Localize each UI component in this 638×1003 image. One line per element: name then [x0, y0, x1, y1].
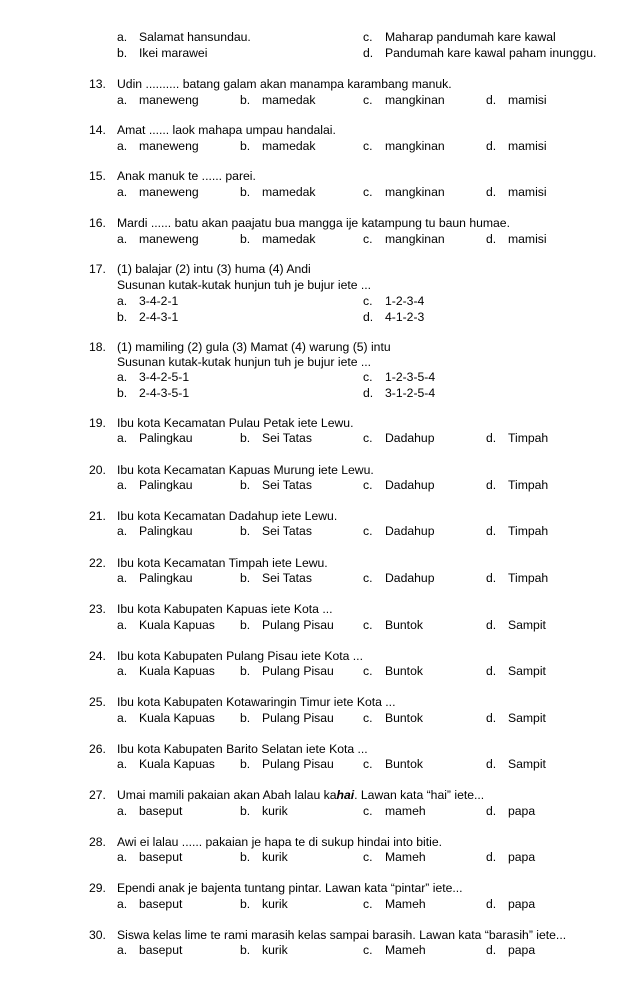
options-row: b. Ikei marawei d. Pandumah kare kawal paham inunggu.: [117, 46, 597, 60]
question-15: 15. Anak manuk te ...... parei.: [89, 169, 256, 183]
question-28: 28. Awi ei lalau ...... pakaian je hapa te di sukup hindai into bitie.: [89, 835, 442, 849]
options-row: a. Palingkau b. Sei Tatas c. Dadahup d. Timpah: [117, 478, 549, 492]
options-row: a. Kuala Kapuas b. Pulang Pisau c. Buntok d. Sampit: [117, 757, 546, 771]
question-25: 25. Ibu kota Kabupaten Kotawaringin Timur iete Kota ...: [89, 695, 396, 709]
options-row: a. 3-4-2-5-1 c. 1-2-3-5-4: [117, 370, 436, 384]
options-row: b. 2-4-3-5-1 d. 3-1-2-5-4: [117, 386, 436, 400]
question-26: 26. Ibu kota Kabupaten Barito Selatan iete Kota ...: [89, 742, 368, 756]
options-row: a. maneweng b. mamedak c. mangkinan d. mamisi: [117, 185, 547, 199]
question-20: 20. Ibu kota Kecamatan Kapuas Murung iete Lewu.: [89, 463, 374, 477]
options-row: a. Kuala Kapuas b. Pulang Pisau c. Buntok d. Sampit: [117, 664, 546, 678]
question-29: 29. Ependi anak je bajenta tuntang pintar. Lawan kata “pintar” iete...: [89, 881, 463, 895]
options-row: a. maneweng b. mamedak c. mangkinan d. mamisi: [117, 93, 547, 107]
question-21: 21. Ibu kota Kecamatan Dadahup iete Lewu.: [89, 509, 338, 523]
options-row: a. baseput b. kurik c. Mameh d. papa: [117, 850, 536, 864]
options-row: a. Kuala Kapuas b. Pulang Pisau c. Buntok d. Sampit: [117, 618, 546, 632]
question-17: 17. (1) balajar (2) intu (3) huma (4) Andi: [89, 262, 311, 276]
options-row: a. Palingkau b. Sei Tatas c. Dadahup d. Timpah: [117, 524, 549, 538]
emphasized-word: hai: [336, 788, 355, 802]
question-17-prompt: Susunan kutak-kutak hunjun tuh je bujur iete ...: [117, 278, 372, 292]
question-24: 24. Ibu kota Kabupaten Pulang Pisau iete Kota ...: [89, 649, 363, 663]
options-row: a. baseput b. kurik c. Mameh d. papa: [117, 943, 536, 957]
options-row: a. maneweng b. mamedak c. mangkinan d. mamisi: [117, 232, 547, 246]
question-16: 16. Mardi ...... batu akan paajatu bua mangga ije katampung tu baun humae.: [89, 216, 510, 230]
question-22: 22. Ibu kota Kecamatan Timpah iete Lewu.: [89, 556, 328, 570]
question-30: 30. Siswa kelas lime te rami marasih kelas sampai barasih. Lawan kata “barasih” iete...: [89, 928, 567, 942]
question-18: 18. (1) mamiling (2) gula (3) Mamat (4) warung (5) intu: [89, 340, 391, 354]
question-13: 13. Udin .......... batang galam akan manampa karambang manuk.: [89, 77, 452, 91]
question-23: 23. Ibu kota Kabupaten Kapuas iete Kota ...: [89, 602, 333, 616]
options-row: a. baseput b. kurik c. Mameh d. papa: [117, 897, 536, 911]
question-19: 19. Ibu kota Kecamatan Pulau Petak iete Lewu.: [89, 416, 354, 430]
options-row: a. Palingkau b. Sei Tatas c. Dadahup d. Timpah: [117, 431, 549, 445]
options-row: a. Salamat hansundau. c. Maharap pandumah kare kawal: [117, 30, 556, 44]
options-row: a. Kuala Kapuas b. Pulang Pisau c. Buntok d. Sampit: [117, 711, 546, 725]
question-27: 27. Umai mamili pakaian akan Abah lalau kahai. Lawan kata “hai” iete...: [89, 788, 485, 802]
options-row: a. baseput b. kurik c. mameh d. papa: [117, 804, 536, 818]
options-row: a. maneweng b. mamedak c. mangkinan d. mamisi: [117, 139, 547, 153]
options-row: a. Palingkau b. Sei Tatas c. Dadahup d. Timpah: [117, 571, 549, 585]
options-row: b. 2-4-3-1 d. 4-1-2-3: [117, 310, 425, 324]
options-row: a. 3-4-2-1 c. 1-2-3-4: [117, 294, 425, 308]
question-18-prompt: Susunan kutak-kutak hunjun tuh je bujur iete ...: [117, 355, 372, 369]
question-14: 14. Amat ...... laok mahapa umpau handalai.: [89, 123, 336, 137]
